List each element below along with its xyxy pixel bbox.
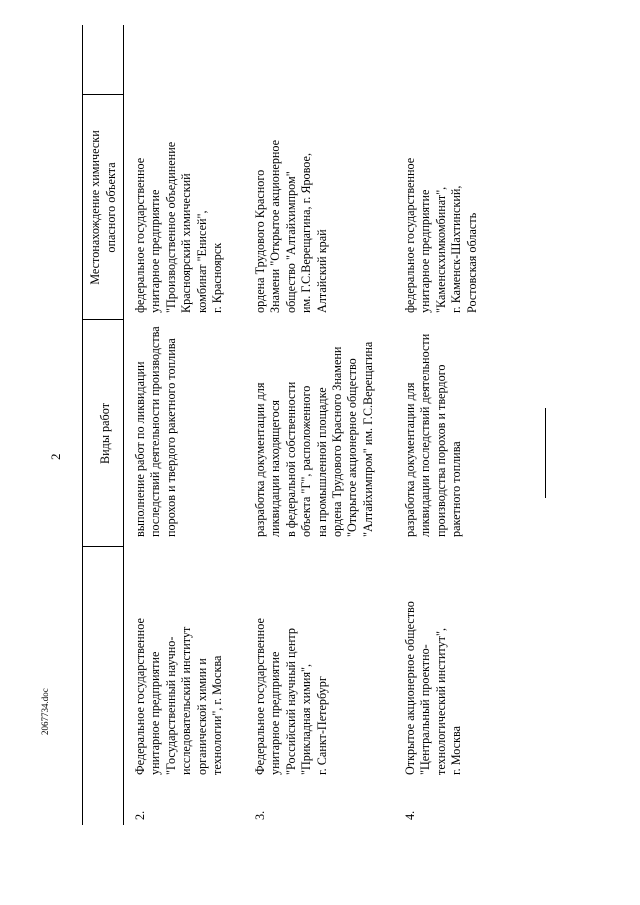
cell-org-line: Федеральное государственное	[133, 618, 147, 775]
cell-org-line: унитарное предприятие	[148, 651, 163, 775]
cell-org-line: Федеральное государственное	[253, 618, 267, 775]
cell-org-line: исследовательский институт	[179, 626, 194, 775]
cell-works-line: производства порохов и твердого	[433, 364, 448, 537]
cell-org-line: "Российский научный центр	[283, 628, 298, 775]
cell-location-line: "Каменскхимкомбинат",	[433, 186, 448, 313]
separator-dash	[545, 408, 546, 498]
row-number: 3.	[253, 810, 267, 820]
cell-location-line: ордена Трудового Красного	[253, 169, 267, 313]
cell-location-line: им. Г.С.Верещагина, г. Яровое,	[299, 152, 314, 313]
header-location-line-2: опасного объекта	[104, 162, 118, 253]
cell-works-line: на промышленной площадке	[314, 387, 329, 537]
cell-org-line: г. Москва	[449, 726, 464, 775]
cell-works-line: в федеральной собственности	[283, 381, 298, 537]
cell-location-line: Алтайский край	[314, 229, 329, 313]
cell-org-line: унитарное предприятие	[268, 651, 283, 775]
cell-org-line: "Прикладная химия",	[299, 663, 314, 775]
cell-location-line: "Производственное объединение	[163, 141, 178, 313]
cell-location-line: общество "Алтайхимпром"	[283, 171, 298, 313]
cell-works-line: разработка документации для	[403, 382, 417, 537]
cell-location-line: федеральное государственное	[133, 157, 147, 313]
cell-org-line: "Государственный научно-	[163, 636, 178, 775]
footer-filename: 2067734.doc	[40, 688, 50, 735]
cell-org-line: органической химии и	[194, 658, 209, 775]
cell-location-line: Ростовская область	[464, 212, 479, 313]
cell-location-line: Красноярский химический	[179, 173, 194, 313]
header-location-line-1: Местонахождение химически	[88, 130, 102, 285]
cell-org-line: технологический институт",	[433, 628, 448, 775]
cell-works-line: ордена Трудового Красного Знамени	[330, 346, 344, 537]
cell-location-line: унитарное предприятие	[148, 189, 163, 313]
table-header-bottom-line	[123, 25, 124, 825]
page-number: 2	[48, 453, 63, 460]
cell-works-line: последствий деятельности производства	[148, 326, 163, 537]
cell-works-line: порохов и твердого ракетного топлива	[163, 338, 178, 537]
row-number: 4.	[403, 810, 417, 820]
cell-works-line: объекта "Г", расположенного	[299, 385, 314, 537]
cell-org-line: "Центральный проектно-	[418, 644, 433, 775]
cell-location-line: г. Каменск-Шахтинский,	[449, 185, 464, 313]
cell-works-line: разработка документации для	[253, 382, 267, 537]
cell-location-line: унитарное предприятие	[418, 189, 433, 313]
table-top-line	[82, 25, 83, 825]
cell-location-line: г. Красноярск	[210, 242, 224, 313]
cell-location-line: Знамени "Открытое акционерное	[268, 139, 283, 313]
cell-works-line: выполнение работ по ликвидации	[133, 361, 147, 537]
cell-location-line: федеральное государственное	[403, 157, 417, 313]
cell-works-line: ракетного топлива	[449, 441, 464, 537]
cell-org-line: г. Санкт-Петербург	[314, 676, 329, 775]
cell-works-line: "Открытое акционерное общество	[345, 358, 360, 537]
cell-org-line: Открытое акционерное общество	[403, 601, 417, 775]
cell-works-line: ликвидации находящегося	[268, 399, 283, 537]
cell-org-line: технологии", г. Москва	[210, 655, 224, 775]
cell-works-line: ликвидации последствий деятельности	[418, 333, 433, 537]
row-number: 2.	[133, 810, 147, 820]
header-works: Виды работ	[98, 402, 112, 465]
cell-location-line: комбинат "Енисей",	[194, 210, 209, 313]
cell-works-line: "Алтайхимпром" им. Г.С.Верещагина	[360, 341, 375, 537]
